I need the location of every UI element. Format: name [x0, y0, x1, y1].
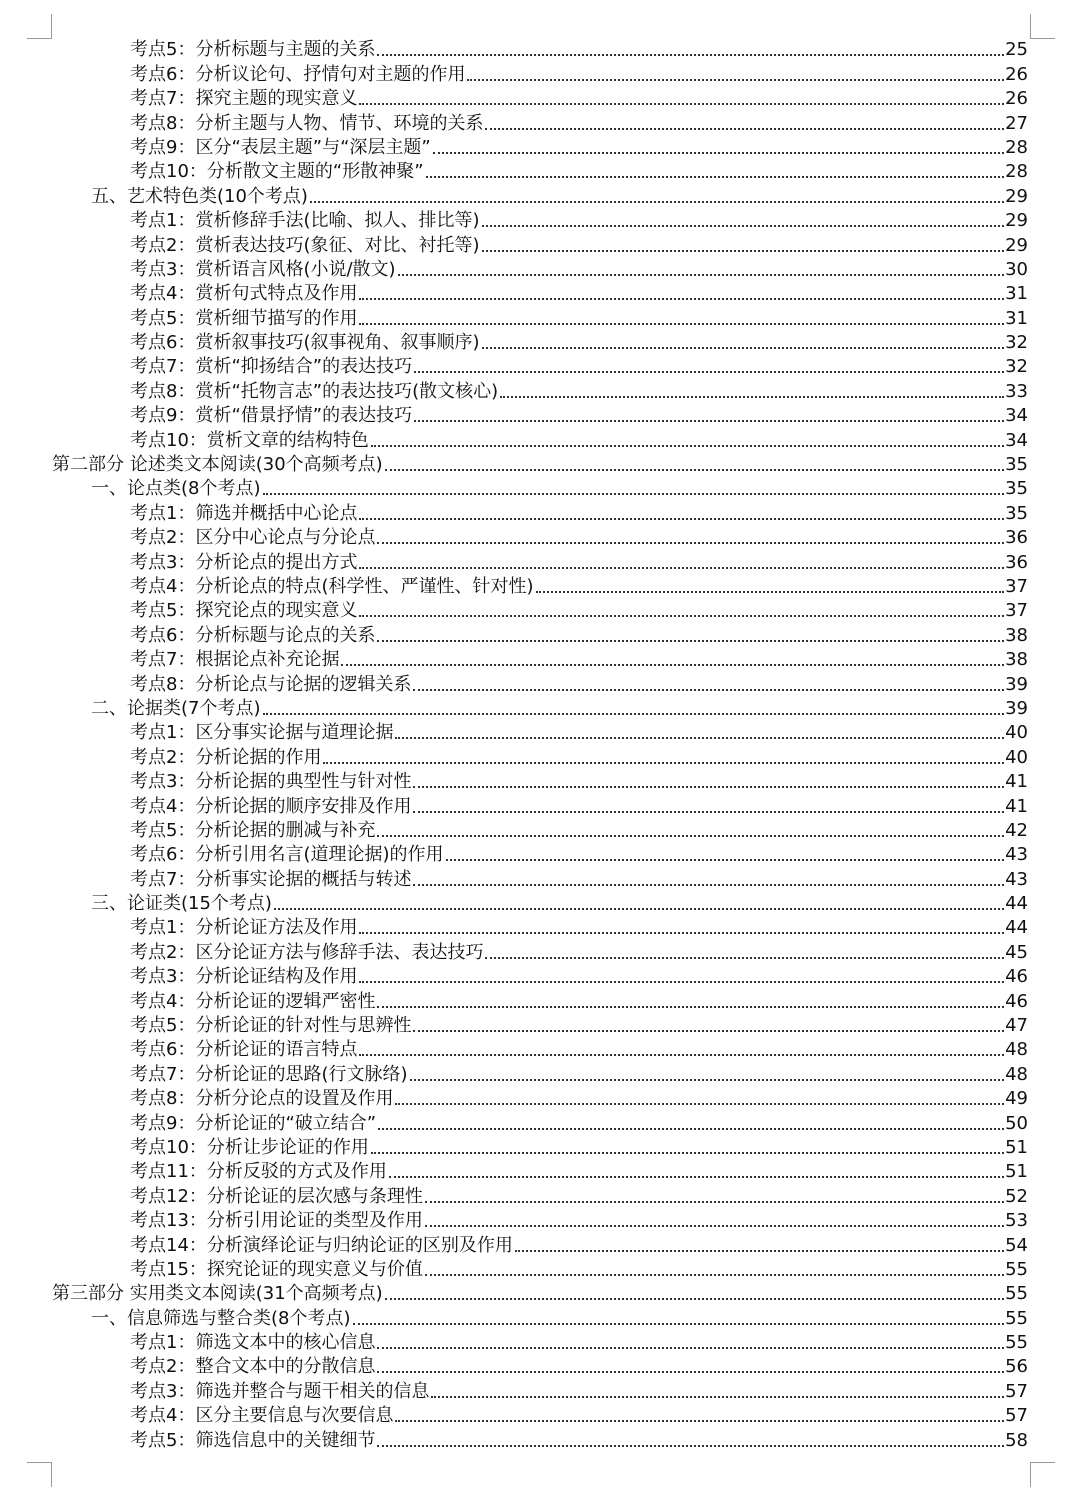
- toc-entry-title: 考点9：区分“表层主题”与“深层主题”: [130, 136, 431, 158]
- toc-dot-leader: [323, 762, 1004, 764]
- toc-entry-title: 考点6：分析论证的语言特点: [130, 1039, 358, 1061]
- toc-item-entry[interactable]: [0, 549, 1080, 573]
- toc-dot-leader: [377, 542, 1004, 544]
- toc-dot-leader: [413, 1030, 1004, 1032]
- toc-page-number: 44: [1005, 893, 1028, 915]
- toc-entry-title: 考点2：赏析表达技巧(象征、对比、衬托等): [130, 234, 480, 256]
- toc-page-number: 29: [1005, 210, 1028, 232]
- toc-page-number: 38: [1005, 649, 1028, 671]
- toc-dot-leader: [414, 371, 1004, 373]
- toc-dot-leader: [446, 859, 1005, 861]
- toc-entry-title: 三、论证类(15个考点): [91, 893, 272, 915]
- toc-dot-leader: [377, 1347, 1004, 1349]
- toc-dot-leader: [413, 689, 1004, 691]
- toc-page-number: 31: [1005, 283, 1028, 305]
- toc-entry-title: 考点1：赏析修辞手法(比喻、拟人、排比等): [130, 210, 480, 232]
- toc-item-entry[interactable]: [0, 305, 1080, 329]
- toc-page-number: 26: [1005, 88, 1028, 110]
- toc-page-number: 38: [1005, 624, 1028, 646]
- toc-item-entry[interactable]: [0, 744, 1080, 768]
- toc-dot-leader: [359, 103, 1004, 105]
- toc-item-entry[interactable]: [0, 1427, 1080, 1451]
- toc-section-entry[interactable]: [0, 476, 1080, 500]
- toc-section-entry[interactable]: [0, 696, 1080, 720]
- toc-dot-leader: [377, 835, 1004, 837]
- toc-entry-title: 考点9：分析论证的“破立结合”: [130, 1112, 377, 1134]
- toc-item-entry[interactable]: [0, 378, 1080, 402]
- toc-dot-leader: [310, 201, 1004, 203]
- toc-dot-leader: [359, 298, 1004, 300]
- toc-dot-leader: [341, 664, 1004, 666]
- toc-page-number: 42: [1005, 819, 1028, 841]
- toc-entry-title: 考点4：区分主要信息与次要信息: [130, 1405, 394, 1427]
- toc-entry-title: 考点5：分析论据的删减与补充: [130, 819, 376, 841]
- toc-entry-title: 考点8：分析主题与人物、情节、环境的关系: [130, 112, 484, 134]
- toc-section-entry[interactable]: [0, 1305, 1080, 1329]
- toc-dot-leader: [425, 1274, 1004, 1276]
- toc-entry-title: 考点7：赏析“抑扬结合”的表达技巧: [130, 356, 413, 378]
- toc-dot-leader: [482, 225, 1005, 227]
- toc-entry-title: 考点3：筛选并整合与题干相关的信息: [130, 1380, 430, 1402]
- toc-entry-title: 考点9：赏析“借景抒情”的表达技巧: [130, 405, 413, 427]
- toc-item-entry[interactable]: [0, 1403, 1080, 1427]
- crop-mark-top-left: [27, 14, 52, 39]
- toc-entry-title: 考点7：分析事实论据的概括与转述: [130, 868, 412, 890]
- toc-item-entry[interactable]: [0, 1013, 1080, 1037]
- toc-page-number: 57: [1005, 1380, 1028, 1402]
- toc-item-entry[interactable]: [0, 964, 1080, 988]
- toc-entry-title: 考点4：分析论证的逻辑严密性: [130, 990, 376, 1012]
- toc-dot-leader: [395, 1420, 1004, 1422]
- toc-page-number: 51: [1005, 1161, 1028, 1183]
- toc-page-number: 55: [1005, 1258, 1028, 1280]
- toc-dot-leader: [413, 786, 1004, 788]
- toc-entry-title: 考点6：分析标题与论点的关系: [130, 624, 376, 646]
- toc-page-number: 55: [1005, 1283, 1028, 1305]
- toc-item-entry[interactable]: [0, 257, 1080, 281]
- toc-item-entry[interactable]: [0, 793, 1080, 817]
- toc-item-entry[interactable]: [0, 866, 1080, 890]
- toc-page-number: 37: [1005, 600, 1028, 622]
- toc-item-entry[interactable]: [0, 769, 1080, 793]
- toc-dot-leader: [371, 445, 1004, 447]
- toc-item-entry[interactable]: [0, 208, 1080, 232]
- crop-mark-bottom-left: [27, 1462, 52, 1487]
- toc-entry-title: 考点2：整合文本中的分散信息: [130, 1356, 376, 1378]
- toc-page-number: 52: [1005, 1185, 1028, 1207]
- toc-item-entry[interactable]: [0, 1183, 1080, 1207]
- toc-dot-leader: [263, 713, 1005, 715]
- toc-item-entry[interactable]: [0, 720, 1080, 744]
- toc-item-entry[interactable]: [0, 818, 1080, 842]
- toc-item-entry[interactable]: [0, 1086, 1080, 1110]
- toc-dot-leader: [377, 640, 1004, 642]
- toc-dot-leader: [359, 567, 1004, 569]
- toc-entry-title: 考点6：赏析叙事技巧(叙事视角、叙事顺序): [130, 332, 480, 354]
- toc-entry-title: 考点14：分析演绎论证与归纳论证的区别及作用: [130, 1234, 513, 1256]
- toc-page-number: 33: [1005, 380, 1028, 402]
- toc-item-entry[interactable]: [0, 1061, 1080, 1085]
- toc-dot-leader: [395, 1103, 1004, 1105]
- toc-item-entry[interactable]: [0, 135, 1080, 159]
- toc-entry-title: 考点8：分析分论点的设置及作用: [130, 1088, 394, 1110]
- toc-entry-title: 考点11：分析反驳的方式及作用: [130, 1161, 387, 1183]
- toc-item-entry[interactable]: [0, 330, 1080, 354]
- toc-entry-title: 第三部分 实用类文本阅读(31个高频考点): [52, 1283, 383, 1305]
- toc-page-number: 37: [1005, 575, 1028, 597]
- toc-entry-title: 考点10：赏析文章的结构特色: [130, 429, 369, 451]
- toc-entry-title: 第二部分 论述类文本阅读(30个高频考点): [52, 454, 383, 476]
- toc-item-entry[interactable]: [0, 1037, 1080, 1061]
- table-of-contents: [0, 37, 1080, 1452]
- toc-dot-leader: [413, 884, 1004, 886]
- toc-dot-leader: [377, 1371, 1004, 1373]
- toc-entry-title: 考点8：赏析“托物言志”的表达技巧(散文核心): [130, 380, 499, 402]
- toc-page-number: 31: [1005, 307, 1028, 329]
- toc-entry-title: 考点4：分析论点的特点(科学性、严谨性、针对性): [130, 575, 534, 597]
- toc-page-number: 39: [1005, 697, 1028, 719]
- toc-page-number: 28: [1005, 136, 1028, 158]
- toc-page-number: 48: [1005, 1039, 1028, 1061]
- toc-dot-leader: [371, 1152, 1004, 1154]
- toc-page-number: 27: [1005, 112, 1028, 134]
- toc-dot-leader: [353, 1323, 1005, 1325]
- toc-item-entry[interactable]: [0, 574, 1080, 598]
- toc-item-entry[interactable]: [0, 1135, 1080, 1159]
- toc-page-number: 54: [1005, 1234, 1028, 1256]
- toc-dot-leader: [378, 1128, 1004, 1130]
- toc-dot-leader: [385, 469, 1004, 471]
- crop-mark-top-right: [1030, 14, 1055, 39]
- toc-dot-leader: [359, 323, 1004, 325]
- toc-item-entry[interactable]: [0, 403, 1080, 427]
- toc-page-number: 35: [1005, 502, 1028, 524]
- toc-page-number: 29: [1005, 234, 1028, 256]
- toc-entry-title: 考点15：探究论证的现实意义与价值: [130, 1258, 423, 1280]
- toc-dot-leader: [398, 274, 1005, 276]
- toc-dot-leader: [536, 591, 1005, 593]
- toc-entry-title: 考点5：分析论证的针对性与思辨性: [130, 1015, 412, 1037]
- toc-dot-leader: [359, 1054, 1004, 1056]
- toc-dot-leader: [500, 396, 1004, 398]
- toc-dot-leader: [431, 1396, 1004, 1398]
- toc-entry-title: 考点7：探究主题的现实意义: [130, 88, 358, 110]
- toc-dot-leader: [377, 1006, 1004, 1008]
- toc-dot-leader: [359, 615, 1004, 617]
- toc-dot-leader: [413, 811, 1004, 813]
- toc-item-entry[interactable]: [0, 110, 1080, 134]
- toc-entry-title: 二、论据类(7个考点): [91, 697, 261, 719]
- toc-dot-leader: [515, 1250, 1004, 1252]
- toc-entry-title: 考点6：分析议论句、抒情句对主题的作用: [130, 63, 466, 85]
- toc-dot-leader: [359, 518, 1004, 520]
- toc-dot-leader: [482, 250, 1005, 252]
- toc-dot-leader: [425, 1201, 1004, 1203]
- toc-entry-title: 考点3：分析论点的提出方式: [130, 551, 358, 573]
- toc-entry-title: 考点3：分析论据的典型性与针对性: [130, 771, 412, 793]
- toc-item-entry[interactable]: [0, 842, 1080, 866]
- toc-page-number: 29: [1005, 185, 1028, 207]
- toc-dot-leader: [377, 54, 1004, 56]
- toc-page-number: 53: [1005, 1210, 1028, 1232]
- toc-section-entry[interactable]: [0, 183, 1080, 207]
- toc-item-entry[interactable]: [0, 86, 1080, 110]
- toc-page-number: 40: [1005, 746, 1028, 768]
- toc-page-number: 55: [1005, 1307, 1028, 1329]
- toc-item-entry[interactable]: [0, 915, 1080, 939]
- toc-dot-leader: [414, 420, 1004, 422]
- toc-page-number: 41: [1005, 795, 1028, 817]
- toc-entry-title: 一、信息筛选与整合类(8个考点): [91, 1307, 351, 1329]
- toc-dot-leader: [485, 957, 1004, 959]
- toc-entry-title: 一、论点类(8个考点): [91, 478, 261, 500]
- toc-page-number: 32: [1005, 356, 1028, 378]
- toc-item-entry[interactable]: [0, 427, 1080, 451]
- toc-item-entry[interactable]: [0, 61, 1080, 85]
- toc-item-entry[interactable]: [0, 1208, 1080, 1232]
- toc-page-number: 43: [1005, 844, 1028, 866]
- toc-entry-title: 考点3：赏析语言风格(小说/散文): [130, 258, 396, 280]
- toc-dot-leader: [467, 79, 1004, 81]
- toc-page-number: 34: [1005, 429, 1028, 451]
- toc-entry-title: 考点4：分析论据的顺序安排及作用: [130, 795, 412, 817]
- toc-dot-leader: [274, 908, 1004, 910]
- toc-item-entry[interactable]: [0, 1378, 1080, 1402]
- toc-entry-title: 考点12：分析论证的层次感与条理性: [130, 1185, 423, 1207]
- toc-dot-leader: [410, 1079, 1005, 1081]
- toc-item-entry[interactable]: [0, 671, 1080, 695]
- toc-dot-leader: [359, 981, 1004, 983]
- toc-entry-title: 考点2：区分论证方法与修辞手法、表达技巧: [130, 941, 484, 963]
- toc-entry-title: 考点5：筛选信息中的关键细节: [130, 1429, 376, 1451]
- toc-dot-leader: [389, 1176, 1004, 1178]
- toc-page-number: 30: [1005, 258, 1028, 280]
- toc-page-number: 50: [1005, 1112, 1028, 1134]
- toc-page-number: 55: [1005, 1332, 1028, 1354]
- toc-entry-title: 考点2：区分中心论点与分论点: [130, 527, 376, 549]
- toc-entry-title: 考点13：分析引用论证的类型及作用: [130, 1210, 423, 1232]
- toc-entry-title: 考点1：分析论证方法及作用: [130, 917, 358, 939]
- toc-entry-title: 考点7：根据论点补充论据: [130, 649, 340, 671]
- toc-page-number: 51: [1005, 1136, 1028, 1158]
- toc-page-number: 28: [1005, 161, 1028, 183]
- toc-item-entry[interactable]: [0, 598, 1080, 622]
- toc-page-number: 39: [1005, 673, 1028, 695]
- toc-page-number: 44: [1005, 917, 1028, 939]
- toc-entry-title: 考点1：筛选并概括中心论点: [130, 502, 358, 524]
- toc-page-number: 49: [1005, 1088, 1028, 1110]
- toc-dot-leader: [377, 1445, 1004, 1447]
- toc-item-entry[interactable]: [0, 622, 1080, 646]
- toc-page-number: 26: [1005, 63, 1028, 85]
- toc-dot-leader: [482, 347, 1005, 349]
- toc-page-number: 57: [1005, 1405, 1028, 1427]
- toc-item-entry[interactable]: [0, 988, 1080, 1012]
- toc-item-entry[interactable]: [0, 1330, 1080, 1354]
- toc-item-entry[interactable]: [0, 1110, 1080, 1134]
- toc-item-entry[interactable]: [0, 354, 1080, 378]
- crop-mark-bottom-right: [1030, 1462, 1055, 1487]
- toc-page-number: 48: [1005, 1063, 1028, 1085]
- toc-item-entry[interactable]: [0, 1232, 1080, 1256]
- toc-entry-title: 考点10：分析让步论证的作用: [130, 1136, 369, 1158]
- toc-entry-title: 考点7：分析论证的思路(行文脉络): [130, 1063, 408, 1085]
- toc-entry-title: 考点10：分析散文主题的“形散神聚”: [130, 161, 424, 183]
- toc-item-entry[interactable]: [0, 500, 1080, 524]
- toc-page-number: 41: [1005, 771, 1028, 793]
- toc-dot-leader: [395, 737, 1004, 739]
- toc-entry-title: 五、艺术特色类(10个考点): [91, 185, 308, 207]
- toc-item-entry[interactable]: [0, 281, 1080, 305]
- toc-item-entry[interactable]: [0, 647, 1080, 671]
- toc-page-number: 34: [1005, 405, 1028, 427]
- toc-entry-title: 考点3：分析论证结构及作用: [130, 966, 358, 988]
- toc-page-number: 36: [1005, 527, 1028, 549]
- toc-page-number: 45: [1005, 941, 1028, 963]
- toc-page-number: 40: [1005, 722, 1028, 744]
- toc-dot-leader: [425, 1225, 1004, 1227]
- toc-entry-title: 考点8：分析论点与论据的逻辑关系: [130, 673, 412, 695]
- toc-page-number: 36: [1005, 551, 1028, 573]
- toc-part-entry[interactable]: [0, 1281, 1080, 1305]
- toc-part-entry[interactable]: [0, 452, 1080, 476]
- toc-page-number: 35: [1005, 454, 1028, 476]
- toc-dot-leader: [359, 932, 1004, 934]
- toc-dot-leader: [263, 493, 1005, 495]
- toc-page-number: 47: [1005, 1015, 1028, 1037]
- toc-entry-title: 考点5：分析标题与主题的关系: [130, 39, 376, 61]
- toc-page-number: 25: [1005, 39, 1028, 61]
- toc-page-number: 35: [1005, 478, 1028, 500]
- toc-item-entry[interactable]: [0, 1159, 1080, 1183]
- toc-item-entry[interactable]: [0, 232, 1080, 256]
- toc-dot-leader: [426, 176, 1005, 178]
- toc-page-number: 43: [1005, 868, 1028, 890]
- toc-entry-title: 考点5：探究论点的现实意义: [130, 600, 358, 622]
- toc-page-number: 58: [1005, 1429, 1028, 1451]
- toc-item-entry[interactable]: [0, 1257, 1080, 1281]
- toc-dot-leader: [485, 128, 1004, 130]
- toc-entry-title: 考点1：区分事实论据与道理论据: [130, 722, 394, 744]
- toc-page-number: 46: [1005, 990, 1028, 1012]
- toc-page-number: 56: [1005, 1356, 1028, 1378]
- toc-item-entry[interactable]: [0, 939, 1080, 963]
- toc-entry-title: 考点2：分析论据的作用: [130, 746, 322, 768]
- toc-dot-leader: [433, 152, 1004, 154]
- toc-entry-title: 考点4：赏析句式特点及作用: [130, 283, 358, 305]
- toc-item-entry[interactable]: [0, 1354, 1080, 1378]
- toc-entry-title: 考点6：分析引用名言(道理论据)的作用: [130, 844, 444, 866]
- toc-item-entry[interactable]: [0, 525, 1080, 549]
- toc-page-number: 46: [1005, 966, 1028, 988]
- toc-entry-title: 考点1：筛选文本中的核心信息: [130, 1332, 376, 1354]
- toc-page-number: 32: [1005, 332, 1028, 354]
- toc-item-entry[interactable]: [0, 159, 1080, 183]
- toc-entry-title: 考点5：赏析细节描写的作用: [130, 307, 358, 329]
- toc-dot-leader: [385, 1298, 1004, 1300]
- toc-item-entry[interactable]: [0, 37, 1080, 61]
- toc-section-entry[interactable]: [0, 891, 1080, 915]
